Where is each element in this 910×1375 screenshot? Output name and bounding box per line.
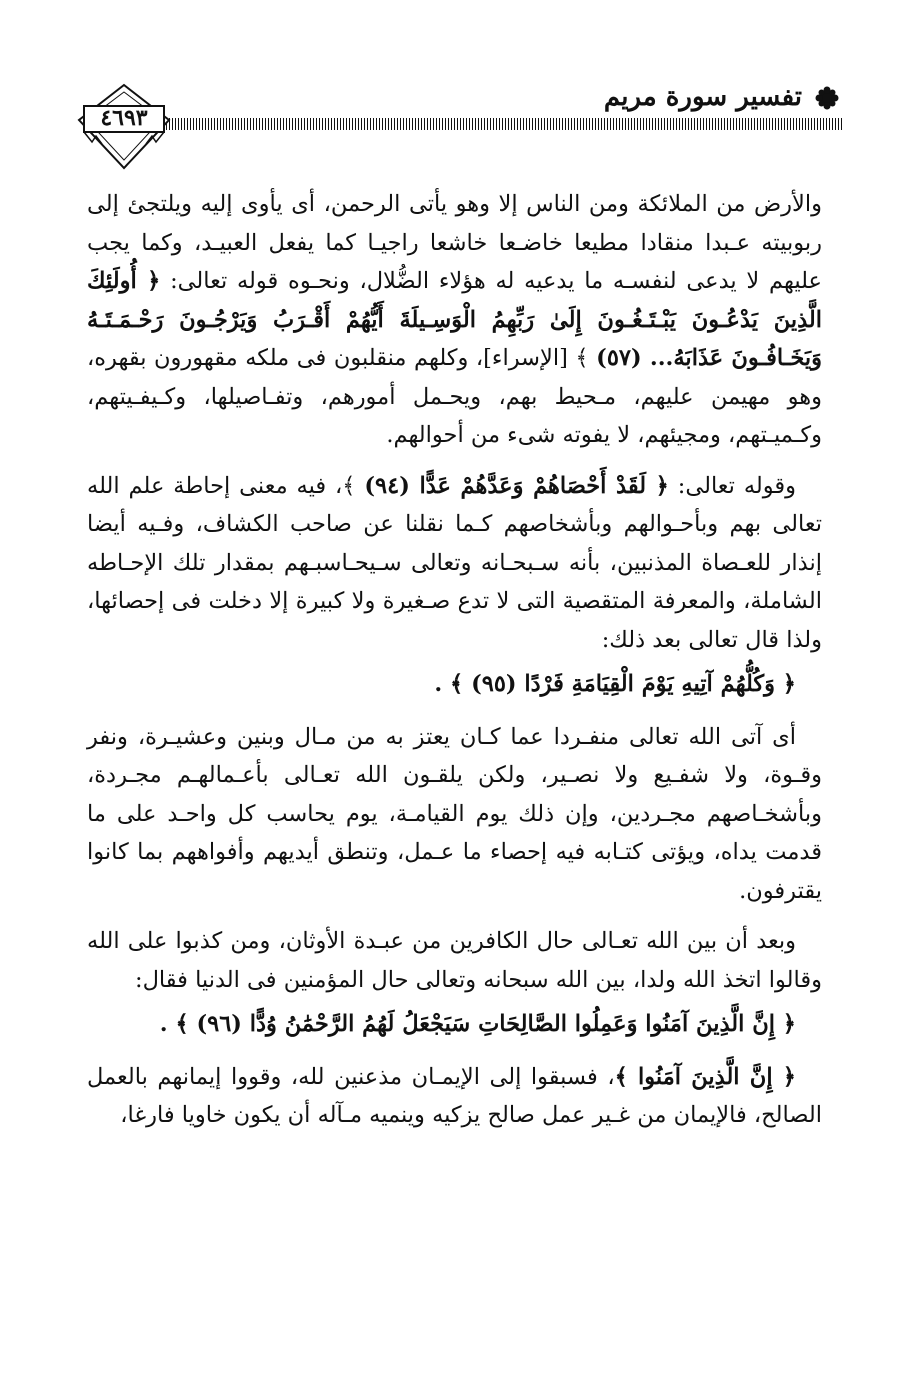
verse-quote-1 xyxy=(87,665,822,704)
text-run: وبعد أن بين الله تعـالى حال الكافرين من عبـدة الأوثان، ومن كذبوا على الله وقالوا اتخذ الله ولدا، بين الله سبحانه وتعالى حال المؤمنين فى الدنيا فقال: xyxy=(87,928,822,993)
header-divider-rule xyxy=(160,118,842,130)
ayah-number: (٩٤) xyxy=(364,472,410,499)
ayah-number: (٩٥) xyxy=(471,671,517,697)
text-run: والأرض من الملائكة ومن الناس إلا وهو يأتى الرحمن، أى يأوى إليه ويلتجئ إلى ربوبيته عـبدا منقادا مطيعا خاضـعا خاشعا راجيـا كما يفعل العبيـد، وكما يجب عليهم لا يدعى لنفسـه ما يدعيه له هؤلاء الضُّلال، ونحـوه قوله تعالى: xyxy=(87,191,822,294)
quran-verse: ﴿ إِنَّ الَّذِينَ آمَنُوا وَعَمِلُوا الصَّالِحَاتِ سَيَجْعَلُ لَهُمُ الرَّحْمَٰنُ وُدًّا xyxy=(241,1011,796,1037)
chapter-title: تفسير سورة مريم xyxy=(603,82,802,112)
text-run: وقوله تعالى: xyxy=(668,472,796,499)
page-number-badge xyxy=(76,82,172,174)
paragraph-1 xyxy=(87,185,822,455)
verse-quote-2 xyxy=(87,1005,822,1044)
text-run: ﴾، فيه معنى إحاطة علم الله تعالى بهم وبأحـوالهم وبأشخاصهم كـما نقلنا عن صاحب الكشاف، وفـيه أيضا إنذار للعـصاة المذنبين، بأنه سـبحـانه وتعالى سـيحـاسبـهم بمقدار تلك الإحـاطه الشاملة، والمعرفة المتقصية التى لا تدع صـغيرة ولا كبيرة إلا دخلت فى إحصائها، ولذا قال تعالى بعد ذلك: xyxy=(87,472,822,653)
quran-verse: ﴿ أُولَئِكَ الَّذِينَ يَدْعُـونَ يَبْـتَـغُـونَ إِلَىٰ رَبِّهِمُ الْوَسِـيلَةَ أَيُّهُمْ أَقْـرَبُ وَيَرْجُـونَ رَحْـمَـتَـهُ وَيَخَـافُـونَ عَذَابَهُ... xyxy=(87,268,822,371)
page-header xyxy=(0,0,910,185)
text-run: ﴾ . xyxy=(434,671,472,697)
text-run: ﴾ [الإسراء]، وكلهم منقلبون فى ملكه مقهورون بقهره، وهو مهيمن عليهم، مـحيط بهم، ويحـمل أمورهم، وتفـاصيلها، وكـيفـيتهم، وكـميـتهم، ومجيئهم، لا يفوته شىء من أحوالهم. xyxy=(87,345,822,448)
text-run: ، فسبقوا إلى الإيمـان مذعنين لله، وقووا إيمانهم بالعمل الصالح، فالإيمان من غـير عمل صالح يزكيه وينميه مـآله أن يكون خاويا فارغا، xyxy=(87,1063,822,1128)
page-number: ٤٦٩٣ xyxy=(100,105,148,131)
paragraph-5 xyxy=(87,1058,822,1135)
quran-verse: ﴿ وَكُلُّهُمْ آتِيهِ يَوْمَ الْقِيَامَةِ فَرْدًا xyxy=(516,671,796,697)
ayah-number: (٥٧) xyxy=(596,345,642,371)
ayah-number: (٩٦) xyxy=(196,1011,242,1037)
text-run: أى آتى الله تعالى منفـردا عما كـان يعتز به من مـال وبنين وعشيـرة، ونفر وقـوة، ولا شفـيع ولا نصـير، ولكن يلقـون الله تعـالى بأعـمالهـم مجـردة، وبأشخـاصهم مجـردين، وإن ذلك يوم القيامـة، يوم يحاسب كل واحـد على ما قدمت يداه، ويؤتى كتـابه فيه إحصاء ما عـمل، وتنطق أيديهم وأفواههم بما كانوا يقترفون. xyxy=(87,723,822,904)
paragraph-3 xyxy=(87,718,822,911)
paragraph-4 xyxy=(87,922,822,999)
flower-ornament-icon xyxy=(814,86,840,110)
page-body xyxy=(87,185,822,1135)
quran-verse: ﴿ إِنَّ الَّذِينَ آمَنُوا ﴾ xyxy=(614,1063,796,1090)
quran-verse: ﴿ لَقَدْ أَحْصَاهُمْ وَعَدَّهُمْ عَدًّا xyxy=(409,472,669,499)
paragraph-2 xyxy=(87,467,822,660)
text-run: ﴾ . xyxy=(159,1011,197,1037)
